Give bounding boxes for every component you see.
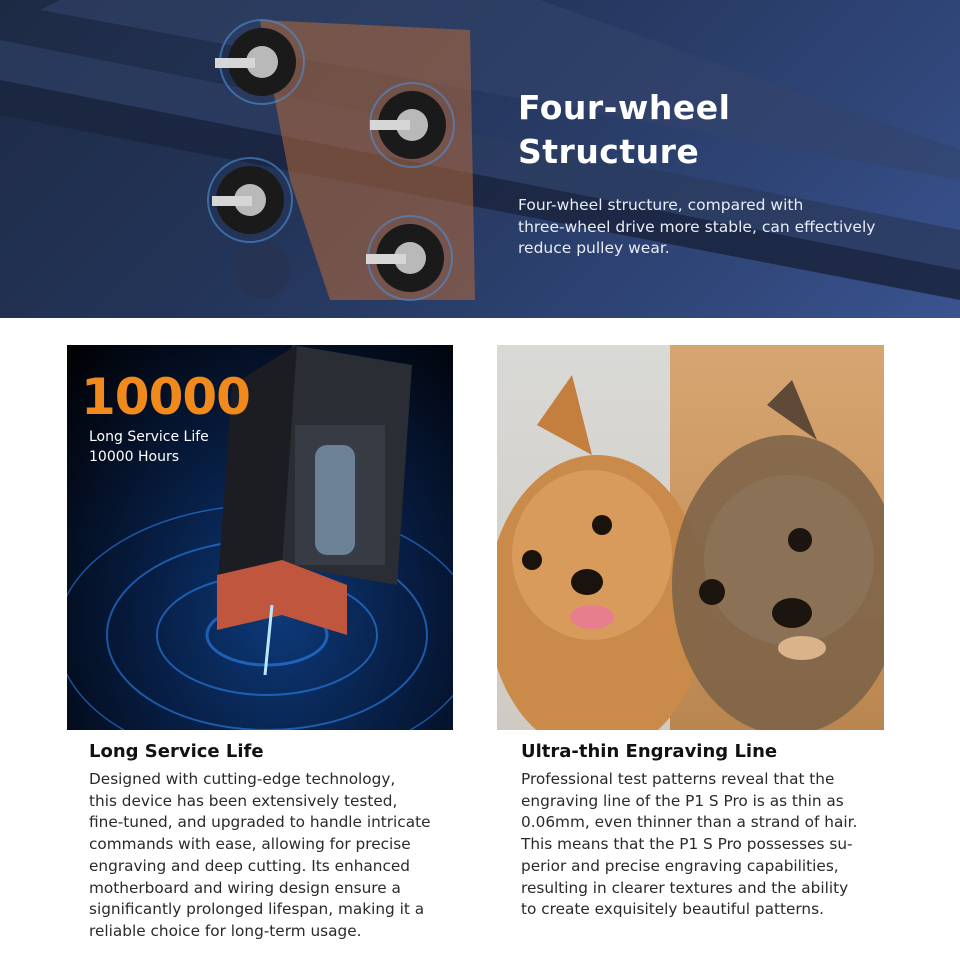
- banner-title: [518, 86, 938, 174]
- body-line: to create exquisitely beautiful patterns.: [521, 900, 824, 919]
- body-line: fine-tuned, and upgraded to handle intricate: [89, 813, 431, 832]
- body-line: resulting in clearer textures and the ability: [521, 878, 849, 897]
- wheel-icon: [366, 216, 452, 300]
- banner-title-line: Structure: [518, 132, 700, 171]
- banner-description: [518, 195, 938, 260]
- body-line: perior and precise engraving capabilities,: [521, 856, 839, 875]
- body-line: this device has been extensively tested,: [89, 791, 398, 810]
- banner-title-line: Four-wheel: [518, 88, 731, 127]
- body-line: significantly prolonged lifespan, making it a: [89, 900, 425, 919]
- body-line: Designed with cutting-edge technology,: [89, 770, 396, 788]
- lifespan-caption: [89, 427, 209, 467]
- body-line: motherboard and wiring design ensure a: [89, 878, 401, 897]
- engraving-line-title: Ultra-thin Engraving Line: [521, 741, 778, 762]
- banner-desc-line: reduce pulley wear.: [518, 239, 670, 257]
- banner-desc-line: three-wheel drive more stable, can effectively: [518, 217, 876, 236]
- wheel-icon: [208, 158, 292, 242]
- body-line: commands with ease, allowing for precise: [89, 835, 411, 854]
- body-line: reliable choice for long-term usage.: [89, 921, 362, 940]
- long-service-life-body: [89, 769, 499, 943]
- engraving-line-body: [521, 769, 941, 921]
- engraving-comparison-image: [497, 345, 884, 730]
- pomeranian-illustration: [497, 345, 884, 730]
- lifespan-number: 10000: [81, 368, 250, 426]
- lifespan-caption-line: 10000 Hours: [89, 449, 180, 465]
- body-line: This means that the P1 S Pro possesses su-: [521, 835, 853, 854]
- body-line: 0.06mm, even thinner than a strand of hair.: [521, 813, 858, 832]
- body-line: engraving and deep cutting. Its enhanced: [89, 856, 411, 875]
- four-wheel-banner: [0, 0, 960, 318]
- banner-desc-line: Four-wheel structure, compared with: [518, 196, 804, 214]
- wheel-icon: [370, 83, 454, 167]
- body-line: Professional test patterns reveal that the: [521, 770, 835, 788]
- laser-module-image: [67, 345, 453, 730]
- long-service-life-title: Long Service Life: [89, 741, 264, 762]
- body-line: engraving line of the P1 S Pro is as thin as: [521, 791, 844, 810]
- lifespan-caption-line: Long Service Life: [89, 429, 209, 445]
